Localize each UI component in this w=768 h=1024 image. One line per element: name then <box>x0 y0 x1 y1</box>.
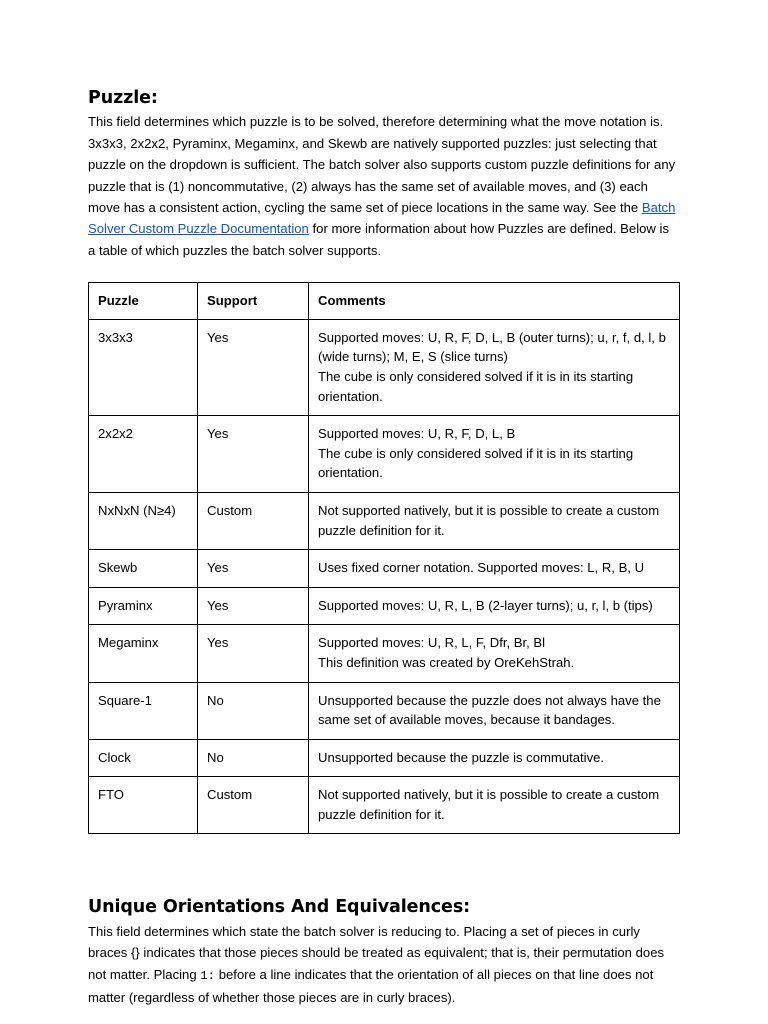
cell-comments <box>309 587 680 625</box>
cell-puzzle: FTO <box>89 777 198 834</box>
comment-line: The cube is only considered solved if it is in its starting orientation. <box>318 368 634 404</box>
comment-line: Unsupported because the puzzle is commutative. <box>318 749 605 765</box>
column-header-support: Support <box>198 283 309 320</box>
cell-comments <box>309 550 680 588</box>
unique-orientations-text-part-2: before a line indicates that the orientation of all pieces on that line does not matter (regardless of whether those pieces are in curly braces). <box>88 966 654 1006</box>
table-header-row <box>89 283 680 320</box>
comment-line: Supported moves: U, R, F, D, L, B <box>318 426 516 442</box>
table-body <box>89 319 680 834</box>
table-row <box>89 587 680 625</box>
table-row <box>89 416 680 493</box>
cell-comments <box>309 739 680 777</box>
cell-puzzle: 2x2x2 <box>89 416 198 493</box>
cell-puzzle: Pyraminx <box>89 587 198 625</box>
cell-support: No <box>198 739 309 777</box>
comment-line: Supported moves: U, R, L, B (2-layer turns); u, r, l, b (tips) <box>318 597 653 613</box>
cell-puzzle: Clock <box>89 739 198 777</box>
cell-support: Custom <box>198 492 309 549</box>
column-header-puzzle: Puzzle <box>89 283 198 320</box>
cell-comments <box>309 682 680 739</box>
cell-puzzle: Square-1 <box>89 682 198 739</box>
table-row <box>89 550 680 588</box>
comment-line: Uses fixed corner notation. Supported moves: L, R, B, U <box>318 560 645 576</box>
mono-token-line-prefix: 1: <box>200 968 216 983</box>
cell-puzzle: 3x3x3 <box>89 319 198 415</box>
table-row <box>89 739 680 777</box>
comment-line: This definition was created by OreKehStrah. <box>318 654 575 670</box>
table-row <box>89 682 680 739</box>
cell-puzzle: Megaminx <box>89 625 198 682</box>
comment-line: Supported moves: U, R, F, D, L, B (outer turns); u, r, f, d, l, b (wide turns); M, E, S (slice turns) <box>318 329 666 365</box>
batch-solver-custom-puzzle-documentation-link[interactable]: Batch Solver Custom Puzzle Documentation <box>88 199 676 237</box>
puzzle-intro-paragraph <box>88 111 679 261</box>
cell-support: Yes <box>198 625 309 682</box>
comment-line: Not supported natively, but it is possible to create a custom puzzle definition for it. <box>318 502 660 538</box>
table-row <box>89 319 680 415</box>
cell-comments <box>309 625 680 682</box>
unique-orientations-text-part-1: This field determines which state the batch solver is reducing to. Placing a set of pieces in curly braces {} indicates that those pieces should be treated as equivalent; that is, their permutation does not matter. Placing <box>88 923 665 982</box>
column-header-comments: Comments <box>309 283 680 320</box>
page-title-unique-orientations: Unique Orientations And Equivalences: <box>88 897 471 918</box>
unique-orientations-paragraph <box>88 921 679 1009</box>
cell-support: Yes <box>198 319 309 415</box>
cell-puzzle: Skewb <box>89 550 198 588</box>
cell-support: Yes <box>198 416 309 493</box>
cell-comments <box>309 777 680 834</box>
cell-support: Yes <box>198 587 309 625</box>
cell-puzzle: NxNxN (N≥4) <box>89 492 198 549</box>
cell-support: No <box>198 682 309 739</box>
puzzle-support-table <box>88 282 680 834</box>
table-row <box>89 625 680 682</box>
table-row <box>89 777 680 834</box>
table-row <box>89 492 680 549</box>
comment-line: Not supported natively, but it is possible to create a custom puzzle definition for it. <box>318 787 660 822</box>
puzzle-intro-text-before-link: This field determines which puzzle is to be solved, therefore determining what the move notation is. 3x3x3, 2x2x2, Pyraminx, Megaminx, and Skewb are natively supported puzzles: just selecting that puzzle on the dropdown is sufficient. The batch solver also supports custom puzzle definitions for any puzzle that is (1) noncommutative, (2) always has the same set of available moves, and (3) each move has a consistent action, cycling the same set of piece locations in the same way. See the <box>88 114 676 215</box>
cell-support: Yes <box>198 550 309 588</box>
cell-support: Custom <box>198 777 309 834</box>
page-title-puzzle: Puzzle: <box>88 88 158 108</box>
cell-comments <box>309 319 680 415</box>
comment-line: Supported moves: U, R, L, F, Dfr, Br, Bl <box>318 635 546 651</box>
cell-comments <box>309 492 680 549</box>
comment-line: Unsupported because the puzzle does not always have the same set of available moves, because it bandages. <box>318 692 661 728</box>
cell-comments <box>309 416 680 493</box>
unique-orientations-section <box>88 897 679 1008</box>
comment-line: The cube is only considered solved if it is in its starting orientation. <box>318 445 634 481</box>
puzzle-intro-text-after-link: for more information about how Puzzles are defined. Below is a table of which puzzles the batch solver supports. <box>88 221 670 258</box>
